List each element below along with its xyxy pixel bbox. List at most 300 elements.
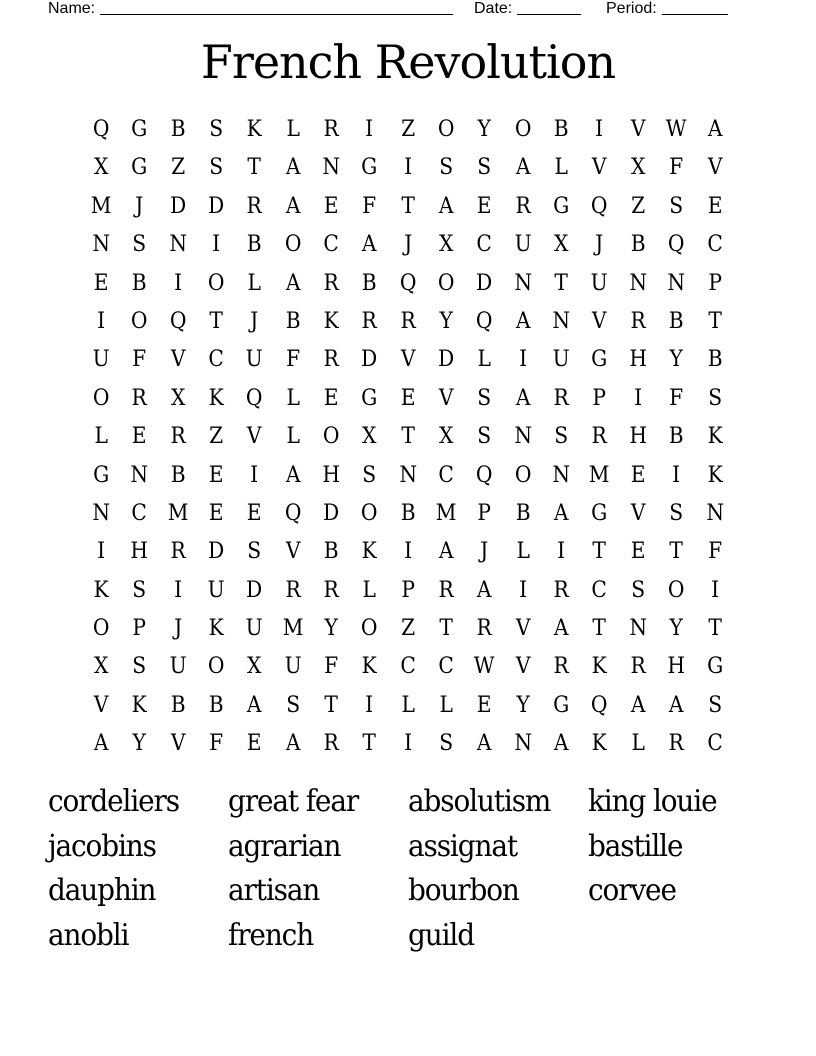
grid-cell[interactable]: R: [323, 117, 339, 142]
grid-cell[interactable]: T: [247, 155, 262, 181]
date-blank-line[interactable]: [517, 0, 581, 15]
grid-cell[interactable]: T: [592, 616, 607, 642]
grid-cell[interactable]: O: [322, 424, 340, 450]
grid-cell[interactable]: V: [247, 424, 262, 450]
grid-cell[interactable]: U: [246, 616, 264, 642]
grid-cell[interactable]: R: [170, 539, 186, 565]
grid-cell[interactable]: B: [170, 462, 186, 488]
grid-cell[interactable]: D: [476, 270, 493, 296]
grid-cell[interactable]: O: [92, 385, 110, 411]
grid-cell[interactable]: E: [132, 424, 147, 450]
grid-cell[interactable]: I: [518, 577, 527, 603]
grid-cell[interactable]: B: [208, 692, 224, 718]
grid-cell[interactable]: A: [515, 308, 531, 334]
grid-cell[interactable]: W: [474, 654, 496, 680]
grid-cell[interactable]: V: [170, 731, 186, 757]
grid-cell[interactable]: I: [672, 462, 681, 488]
grid-cell[interactable]: I: [518, 347, 527, 373]
grid-cell[interactable]: Q: [399, 270, 417, 296]
grid-cell[interactable]: S: [669, 500, 684, 526]
grid-cell[interactable]: I: [97, 539, 106, 565]
grid-cell[interactable]: K: [93, 577, 109, 603]
grid-cell[interactable]: S: [209, 155, 224, 181]
grid-cell[interactable]: I: [403, 539, 412, 565]
grid-cell[interactable]: C: [476, 232, 493, 258]
grid-cell[interactable]: Z: [400, 616, 415, 642]
grid-cell[interactable]: O: [284, 232, 302, 258]
grid-cell[interactable]: Q: [169, 308, 187, 334]
grid-cell[interactable]: C: [706, 232, 723, 258]
grid-cell[interactable]: C: [323, 232, 339, 258]
grid-cell[interactable]: A: [285, 155, 301, 181]
grid-cell[interactable]: N: [514, 270, 532, 296]
grid-cell[interactable]: I: [365, 117, 374, 142]
grid-cell[interactable]: X: [439, 424, 454, 450]
grid-cell[interactable]: E: [707, 193, 723, 219]
name-blank-line[interactable]: [100, 0, 453, 15]
grid-cell[interactable]: N: [169, 232, 187, 258]
grid-cell[interactable]: R: [515, 193, 531, 219]
grid-cell[interactable]: Q: [591, 193, 608, 219]
grid-cell[interactable]: X: [247, 654, 262, 680]
grid-cell[interactable]: I: [595, 117, 604, 142]
grid-cell[interactable]: A: [438, 193, 454, 219]
grid-cell[interactable]: I: [250, 462, 259, 488]
grid-cell[interactable]: Q: [476, 462, 493, 488]
grid-cell[interactable]: B: [362, 270, 378, 296]
grid-cell[interactable]: O: [668, 577, 685, 603]
grid-cell[interactable]: T: [439, 616, 454, 642]
grid-cell[interactable]: I: [710, 577, 719, 603]
grid-cell[interactable]: X: [170, 385, 186, 411]
grid-cell[interactable]: V: [170, 347, 186, 373]
grid-cell[interactable]: R: [170, 424, 186, 450]
grid-cell[interactable]: L: [286, 117, 300, 142]
grid-cell[interactable]: L: [286, 385, 300, 411]
grid-cell[interactable]: T: [707, 308, 722, 334]
period-label: Period:: [606, 0, 657, 17]
grid-cell[interactable]: H: [667, 654, 686, 680]
grid-cell[interactable]: L: [631, 731, 645, 757]
grid-cell[interactable]: B: [668, 424, 684, 450]
grid-cell[interactable]: F: [324, 654, 339, 680]
grid-cell[interactable]: I: [212, 232, 221, 258]
grid-cell[interactable]: T: [669, 539, 684, 565]
grid-cell[interactable]: D: [361, 347, 378, 373]
grid-cell[interactable]: R: [323, 731, 339, 757]
grid-cell[interactable]: E: [208, 462, 224, 488]
grid-cell[interactable]: R: [361, 308, 378, 334]
grid-cell[interactable]: I: [173, 577, 182, 603]
grid-cell[interactable]: N: [629, 270, 647, 296]
grid-cell[interactable]: R: [246, 193, 263, 219]
grid-cell[interactable]: M: [282, 616, 304, 642]
grid-cell[interactable]: A: [553, 500, 569, 526]
grid-cell[interactable]: T: [707, 616, 722, 642]
grid-cell[interactable]: I: [403, 731, 412, 757]
grid-cell[interactable]: Z: [209, 424, 224, 450]
grid-cell[interactable]: U: [552, 347, 570, 373]
grid-cell[interactable]: L: [554, 155, 569, 181]
grid-cell[interactable]: G: [591, 347, 608, 373]
grid-cell[interactable]: S: [132, 232, 147, 258]
grid-cell[interactable]: N: [92, 232, 111, 258]
grid-cell[interactable]: P: [401, 577, 415, 603]
grid-cell[interactable]: E: [630, 539, 646, 565]
grid-cell[interactable]: Q: [284, 500, 302, 526]
grid-cell[interactable]: N: [322, 155, 341, 181]
grid-cell[interactable]: A: [285, 270, 301, 296]
grid-cell[interactable]: N: [130, 462, 149, 488]
grid-cell[interactable]: A: [515, 155, 531, 181]
grid-cell[interactable]: K: [323, 308, 339, 334]
grid-cell[interactable]: O: [207, 654, 225, 680]
grid-cell[interactable]: U: [591, 270, 609, 296]
grid-cell[interactable]: E: [323, 193, 339, 219]
grid-cell[interactable]: Z: [630, 193, 646, 219]
grid-cell[interactable]: O: [131, 308, 148, 334]
grid-cell[interactable]: F: [132, 347, 147, 373]
grid-cell[interactable]: E: [477, 193, 492, 219]
grid-cell[interactable]: K: [592, 654, 608, 680]
grid-cell[interactable]: B: [132, 270, 147, 296]
word-bank-item: french: [228, 917, 314, 953]
grid-cell[interactable]: C: [438, 462, 455, 488]
grid-cell[interactable]: A: [438, 539, 454, 565]
grid-cell[interactable]: U: [284, 654, 302, 680]
grid-cell[interactable]: D: [246, 577, 263, 603]
grid-cell[interactable]: E: [247, 500, 262, 526]
grid-cell[interactable]: S: [631, 577, 645, 603]
grid-cell[interactable]: F: [362, 193, 377, 219]
grid-cell[interactable]: S: [477, 424, 492, 450]
grid-cell[interactable]: R: [553, 577, 569, 603]
grid-cell[interactable]: S: [707, 385, 722, 411]
grid-cell[interactable]: V: [400, 347, 416, 373]
page-title: French Revolution: [200, 35, 616, 89]
grid-cell[interactable]: E: [208, 500, 224, 526]
grid-cell[interactable]: B: [400, 500, 416, 526]
grid-cell[interactable]: A: [477, 731, 492, 757]
grid-cell[interactable]: O: [92, 616, 110, 642]
grid-cell[interactable]: A: [285, 193, 301, 219]
grid-cell[interactable]: Y: [669, 616, 684, 642]
grid-cell[interactable]: T: [209, 308, 223, 334]
grid-cell[interactable]: A: [553, 616, 569, 642]
grid-cell[interactable]: N: [552, 308, 571, 334]
grid-cell[interactable]: G: [553, 193, 570, 219]
grid-cell[interactable]: C: [208, 347, 224, 373]
grid-cell[interactable]: N: [514, 424, 532, 450]
grid-cell[interactable]: A: [515, 385, 531, 411]
grid-cell[interactable]: S: [362, 462, 377, 488]
grid-cell[interactable]: R: [285, 577, 301, 603]
grid-cell[interactable]: O: [361, 500, 378, 526]
grid-cell[interactable]: I: [365, 692, 374, 718]
grid-cell[interactable]: U: [514, 232, 532, 258]
grid-cell[interactable]: I: [633, 385, 642, 411]
name-field[interactable]: [48, 0, 453, 19]
grid-cell[interactable]: K: [131, 692, 148, 718]
grid-cell[interactable]: R: [131, 385, 148, 411]
grid-cell[interactable]: E: [630, 462, 646, 488]
grid-cell[interactable]: A: [707, 117, 722, 142]
grid-cell[interactable]: V: [630, 500, 646, 526]
grid-cell[interactable]: Q: [668, 232, 685, 258]
grid-cell[interactable]: L: [516, 539, 530, 565]
grid-cell[interactable]: D: [438, 347, 455, 373]
grid-cell[interactable]: E: [323, 385, 339, 411]
grid-cell[interactable]: Z: [400, 117, 415, 142]
grid-cell[interactable]: T: [401, 424, 415, 450]
grid-cell[interactable]: R: [630, 308, 646, 334]
grid-cell[interactable]: O: [437, 117, 455, 142]
grid-cell[interactable]: R: [323, 270, 339, 296]
grid-cell[interactable]: F: [209, 731, 224, 757]
grid-cell[interactable]: S: [132, 654, 147, 680]
grid-cell[interactable]: S: [554, 424, 569, 450]
grid-cell[interactable]: F: [707, 539, 722, 565]
grid-cell[interactable]: O: [514, 462, 532, 488]
grid-cell[interactable]: C: [400, 654, 416, 680]
grid-cell[interactable]: Q: [476, 308, 493, 334]
grid-cell[interactable]: N: [705, 500, 724, 526]
grid-cell[interactable]: R: [438, 577, 454, 603]
grid-cell[interactable]: S: [132, 577, 147, 603]
grid-cell[interactable]: X: [362, 424, 377, 450]
grid-cell[interactable]: F: [669, 385, 684, 411]
grid-cell[interactable]: T: [362, 731, 377, 757]
grid-cell[interactable]: B: [170, 117, 186, 142]
grid-cell[interactable]: K: [362, 539, 378, 565]
grid-cell[interactable]: R: [323, 577, 339, 603]
grid-cell[interactable]: Q: [246, 385, 263, 411]
grid-cell[interactable]: N: [667, 270, 686, 296]
grid-cell[interactable]: N: [92, 500, 111, 526]
grid-cell[interactable]: A: [285, 462, 301, 488]
grid-cell[interactable]: H: [629, 424, 647, 450]
grid-cell[interactable]: J: [173, 616, 182, 642]
grid-cell[interactable]: R: [630, 654, 646, 680]
grid-cell[interactable]: B: [247, 232, 262, 258]
grid-cell[interactable]: A: [362, 232, 377, 258]
grid-cell[interactable]: T: [324, 692, 338, 718]
grid-cell[interactable]: A: [247, 692, 262, 718]
grid-cell[interactable]: G: [706, 654, 723, 680]
grid-cell[interactable]: D: [208, 193, 225, 219]
grid-cell[interactable]: L: [439, 692, 453, 718]
grid-cell[interactable]: O: [207, 270, 225, 296]
grid-cell[interactable]: O: [437, 270, 455, 296]
grid-cell[interactable]: L: [401, 692, 415, 718]
grid-cell[interactable]: O: [361, 616, 378, 642]
grid-cell[interactable]: B: [170, 692, 186, 718]
grid-cell[interactable]: G: [591, 500, 608, 526]
grid-cell[interactable]: K: [707, 424, 723, 450]
grid-cell[interactable]: V: [592, 155, 607, 181]
grid-cell[interactable]: D: [169, 193, 186, 219]
grid-cell[interactable]: P: [132, 616, 147, 642]
grid-cell[interactable]: M: [167, 500, 189, 526]
grid-cell[interactable]: Y: [516, 692, 530, 718]
grid-cell[interactable]: D: [323, 500, 340, 526]
grid-cell[interactable]: J: [250, 308, 259, 334]
grid-cell[interactable]: Z: [170, 155, 185, 181]
grid-cell[interactable]: K: [362, 654, 378, 680]
grid-cell[interactable]: O: [514, 117, 532, 142]
grid-cell[interactable]: W: [665, 117, 687, 142]
grid-cell[interactable]: M: [90, 193, 112, 219]
grid-cell[interactable]: D: [208, 539, 225, 565]
grid-cell[interactable]: X: [630, 155, 646, 181]
grid-cell[interactable]: V: [707, 155, 722, 181]
grid-cell[interactable]: T: [592, 539, 607, 565]
grid-cell[interactable]: S: [285, 692, 300, 718]
grid-cell[interactable]: V: [592, 308, 607, 334]
grid-cell[interactable]: V: [515, 654, 531, 680]
grid-cell[interactable]: A: [669, 692, 684, 718]
grid-cell[interactable]: B: [668, 308, 684, 334]
grid-cell[interactable]: Q: [92, 117, 110, 142]
word-bank-item: dauphin: [48, 873, 156, 908]
grid-cell[interactable]: Y: [324, 616, 338, 642]
grid-cell[interactable]: Y: [439, 308, 453, 334]
grid-cell[interactable]: B: [515, 500, 531, 526]
grid-cell[interactable]: S: [247, 539, 262, 565]
grid-cell[interactable]: S: [477, 155, 492, 181]
grid-cell[interactable]: A: [553, 731, 569, 757]
grid-cell[interactable]: A: [477, 577, 492, 603]
grid-cell[interactable]: B: [707, 347, 723, 373]
grid-cell[interactable]: G: [361, 385, 378, 411]
grid-cell[interactable]: H: [629, 347, 647, 373]
grid-cell[interactable]: S: [477, 385, 492, 411]
grid-cell[interactable]: B: [323, 539, 339, 565]
grid-cell[interactable]: N: [552, 462, 571, 488]
grid-cell[interactable]: J: [595, 232, 604, 258]
grid-cell[interactable]: M: [435, 500, 457, 526]
grid-cell[interactable]: V: [515, 616, 531, 642]
grid-cell[interactable]: K: [707, 462, 723, 488]
grid-cell[interactable]: A: [630, 692, 646, 718]
grid-cell[interactable]: L: [362, 577, 377, 603]
grid-cell[interactable]: L: [247, 270, 262, 296]
grid-cell[interactable]: R: [553, 385, 569, 411]
grid-cell[interactable]: U: [246, 347, 264, 373]
grid-cell[interactable]: S: [669, 193, 684, 219]
grid-cell[interactable]: V: [630, 117, 646, 142]
grid-cell[interactable]: G: [93, 462, 110, 488]
grid-cell[interactable]: L: [94, 424, 108, 450]
grid-cell[interactable]: S: [439, 731, 454, 757]
grid-cell[interactable]: G: [131, 117, 148, 142]
grid-cell[interactable]: U: [207, 577, 225, 603]
grid-cell[interactable]: P: [592, 385, 607, 411]
grid-cell[interactable]: L: [286, 424, 300, 450]
period-blank-line[interactable]: [662, 0, 728, 15]
grid-cell[interactable]: Y: [669, 347, 684, 373]
grid-cell[interactable]: R: [553, 654, 569, 680]
grid-cell[interactable]: J: [480, 539, 489, 565]
grid-cell[interactable]: C: [591, 577, 608, 603]
grid-cell[interactable]: X: [93, 155, 109, 181]
grid-cell[interactable]: I: [173, 270, 182, 296]
period-field[interactable]: [606, 0, 728, 19]
grid-cell[interactable]: K: [246, 117, 263, 142]
grid-cell[interactable]: X: [439, 232, 454, 258]
grid-cell[interactable]: S: [707, 692, 722, 718]
grid-cell[interactable]: Q: [591, 692, 608, 718]
grid-cell[interactable]: R: [592, 424, 608, 450]
grid-cell[interactable]: K: [592, 731, 608, 757]
grid-cell[interactable]: I: [97, 308, 106, 334]
grid-cell[interactable]: E: [400, 385, 416, 411]
grid-cell[interactable]: B: [630, 232, 646, 258]
grid-cell[interactable]: B: [285, 308, 301, 334]
grid-cell[interactable]: U: [169, 654, 187, 680]
grid-cell[interactable]: H: [322, 462, 341, 488]
grid-cell[interactable]: R: [323, 347, 339, 373]
grid-cell[interactable]: P: [707, 270, 722, 296]
grid-cell[interactable]: B: [553, 117, 569, 142]
grid-cell[interactable]: T: [401, 193, 415, 219]
grid-cell[interactable]: I: [557, 539, 566, 565]
grid-cell[interactable]: R: [668, 731, 684, 757]
grid-cell[interactable]: G: [361, 155, 378, 181]
grid-cell[interactable]: K: [208, 385, 224, 411]
grid-cell[interactable]: J: [403, 232, 412, 258]
grid-cell[interactable]: X: [93, 654, 109, 680]
grid-cell[interactable]: V: [438, 385, 454, 411]
grid-cell[interactable]: U: [92, 347, 110, 373]
grid-cell[interactable]: R: [400, 308, 416, 334]
grid-cell[interactable]: E: [247, 731, 262, 757]
date-field[interactable]: [474, 0, 581, 19]
grid-cell[interactable]: T: [554, 270, 569, 296]
grid-cell[interactable]: X: [554, 232, 569, 258]
grid-cell[interactable]: Y: [132, 731, 147, 757]
grid-cell[interactable]: E: [477, 692, 492, 718]
grid-cell[interactable]: G: [131, 155, 148, 181]
grid-cell[interactable]: J: [135, 193, 144, 219]
grid-cell[interactable]: F: [669, 155, 684, 181]
grid-cell[interactable]: Y: [477, 117, 492, 142]
grid-cell[interactable]: A: [93, 731, 109, 757]
grid-cell[interactable]: R: [476, 616, 493, 642]
grid-cell[interactable]: S: [209, 117, 224, 142]
grid-cell[interactable]: M: [589, 462, 611, 488]
grid-cell[interactable]: N: [514, 731, 532, 757]
grid-cell[interactable]: V: [93, 692, 109, 718]
word-bank-item: absolutism: [408, 784, 551, 819]
grid-cell[interactable]: S: [439, 155, 454, 181]
grid-cell[interactable]: I: [403, 155, 412, 181]
grid-cell[interactable]: E: [93, 270, 109, 296]
grid-cell[interactable]: H: [130, 539, 149, 565]
grid-cell[interactable]: C: [706, 731, 723, 757]
grid-cell[interactable]: N: [399, 462, 417, 488]
grid-cell[interactable]: F: [285, 347, 300, 373]
grid-cell[interactable]: G: [553, 692, 570, 718]
grid-cell[interactable]: A: [285, 731, 301, 757]
grid-cell[interactable]: K: [208, 616, 224, 642]
grid-cell[interactable]: P: [477, 500, 492, 526]
grid-cell[interactable]: C: [131, 500, 148, 526]
grid-cell[interactable]: C: [438, 654, 455, 680]
grid-cell[interactable]: V: [285, 539, 301, 565]
grid-cell[interactable]: N: [629, 616, 647, 642]
grid-cell[interactable]: L: [477, 347, 492, 373]
